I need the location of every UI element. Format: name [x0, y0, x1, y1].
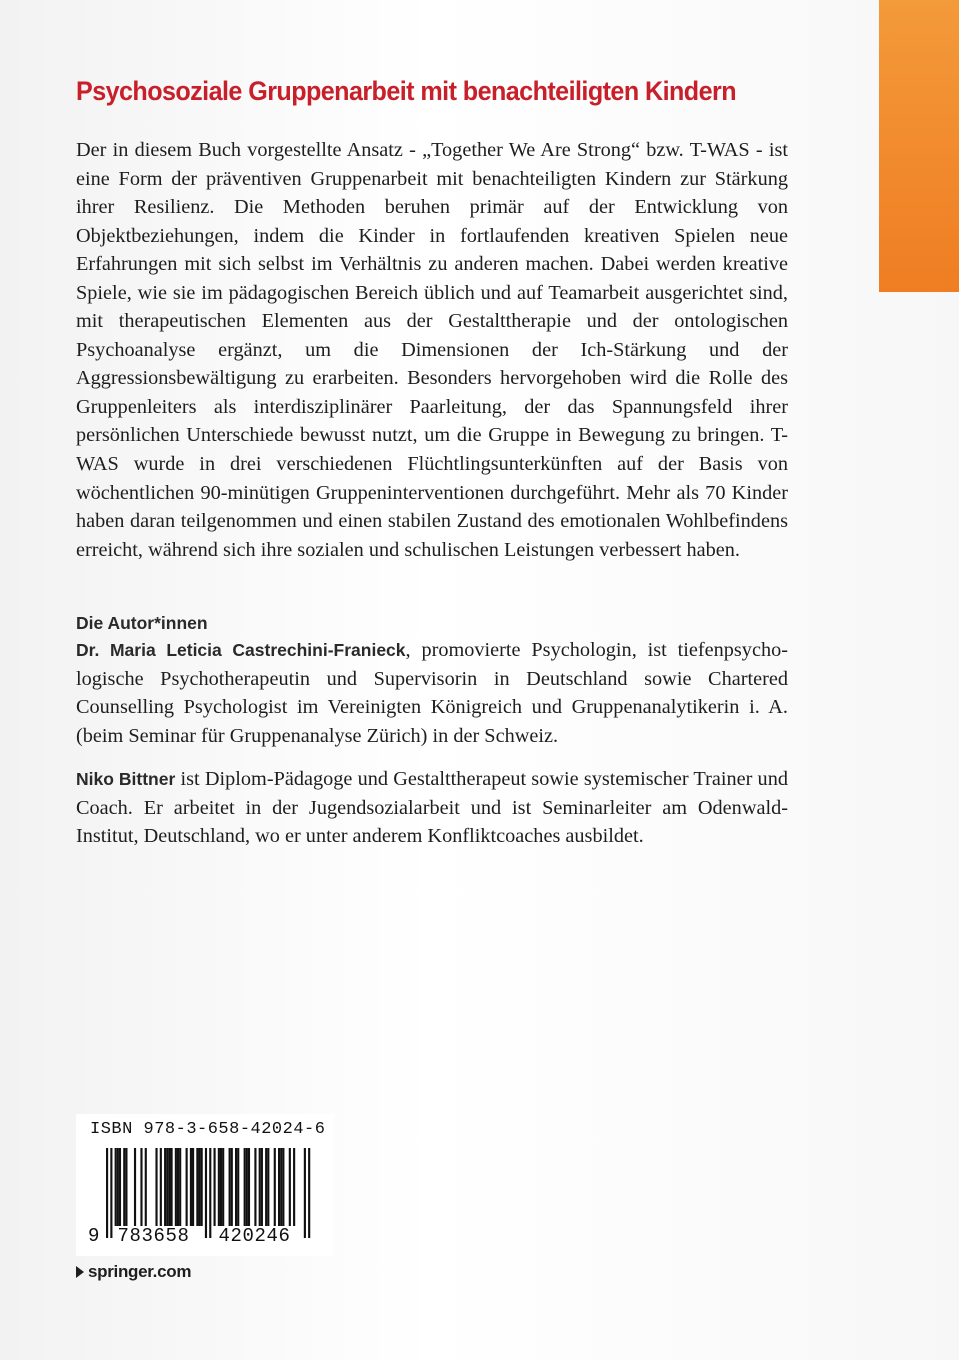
barcode-bar — [166, 1148, 168, 1226]
barcode-bar — [254, 1148, 256, 1226]
barcode-bar — [196, 1148, 198, 1226]
barcode-digits-left: 783658 — [117, 1225, 190, 1247]
barcode-bar — [244, 1148, 246, 1226]
barcode-bar — [125, 1148, 127, 1226]
barcode-bar — [134, 1148, 136, 1226]
author-2-bio-paragraph — [76, 765, 788, 851]
barcode-digits-right: 420246 — [218, 1225, 291, 1247]
barcode-bar — [168, 1148, 170, 1226]
isbn-barcode — [76, 1114, 334, 1256]
isbn-label: ISBN 978-3-658-42024-6 — [90, 1120, 326, 1139]
barcode-bar — [155, 1148, 157, 1226]
orange-accent-bar — [879, 0, 959, 292]
springer-website-link[interactable]: springer.com — [88, 1262, 192, 1281]
author-1-bio-paragraph — [76, 636, 788, 750]
barcode-bar — [201, 1148, 203, 1226]
barcode-bar — [278, 1148, 280, 1226]
barcode-bar — [235, 1148, 237, 1226]
barcode-bar — [274, 1148, 276, 1226]
barcode-bar — [123, 1148, 125, 1226]
barcode-bar — [289, 1148, 291, 1226]
barcode-bar — [160, 1148, 162, 1226]
barcode-bar — [164, 1148, 166, 1226]
barcode-bar — [222, 1148, 224, 1226]
barcode-bar — [117, 1148, 119, 1226]
author-2-bio: ist Diplom-Pädagoge und Gestalttherapeut sowie systemischer Trainer und Coach. Er arbeitet in der Jugendsozialarbeit und ist Seminarleiter am Odenwald-Institut, Deutschland, wo er unter anderem Konfliktcoaches ausbildet. — [76, 768, 788, 848]
barcode-bar — [304, 1148, 306, 1238]
publisher-link-row — [76, 1262, 191, 1282]
barcode-bar — [119, 1148, 121, 1226]
barcode-bar — [261, 1148, 263, 1226]
barcode-bar — [220, 1148, 222, 1226]
barcode-bar — [259, 1148, 261, 1226]
barcode-digit-first: 9 — [88, 1225, 100, 1247]
barcode-bar — [214, 1148, 216, 1226]
barcode-bar — [308, 1148, 310, 1238]
barcode-bar — [186, 1148, 188, 1226]
barcode-bar — [293, 1148, 295, 1226]
barcode-bar — [198, 1148, 200, 1226]
barcode-bar — [145, 1148, 147, 1226]
book-description: Der in diesem Buch vorgestellte Ansatz - „Together We Are Strong“ bzw. T-WAS - ist eine Form der präventiven Gruppenarbeit mit benachteiligten Kindern zur Stärkung ihrer Resilienz. Die Methoden beruhen primär auf der Entwicklung von Objektbeziehungen, indem die Kinder in fortlaufenden kreativen Spielen neue Erfahrungen mit sich selbst im Verhältnis zu anderen machen. Dabei werden kreative Spiele, wie sie im pädagogischen Bereich üblich und auf Teamarbeit ausgerichtet sind, mit therapeutischen Elementen aus der Gestalttherapie und der ontologischen Psychoanalyse ergänzt, um die Dimensionen der Ich-Stärkung und der Aggressionsbewältigung zu erarbeiten. Besonders hervorgehoben wird die Rolle des Gruppenleiters als interdisziplinärer Paarleitung, der das Spannungsfeld ihrer persönlichen Unterschiede bewusst nutzt, um die Gruppe in Bewegung zu bringen. T-WAS wurde in drei verschiedenen Flüchtlingsunterkünften auf der Basis von wöchentlichen 90-minütigen Gruppeninterventionen durchgeführt. Mehr als 70 Kinder haben daran teilgenommen und einen stabilen Zustand des emotionalen Wohlbefindens erreicht, während sich ihre sozialen und schulischen Leistungen verbessert haben. — [76, 139, 788, 561]
barcode-bar — [218, 1148, 220, 1226]
barcode-bar — [140, 1148, 142, 1226]
barcode-bar — [248, 1148, 250, 1226]
barcode-bar — [246, 1148, 248, 1226]
barcode-bar — [177, 1148, 179, 1226]
arrow-right-icon — [76, 1266, 84, 1278]
barcode-bar — [267, 1148, 269, 1226]
barcode-bar — [280, 1148, 282, 1226]
barcode-bar — [190, 1148, 192, 1226]
author-2-name: Niko Bittner — [76, 769, 176, 789]
barcode-bar — [282, 1148, 284, 1226]
barcode-bar — [192, 1148, 194, 1226]
barcode-bar — [265, 1148, 267, 1226]
barcode-bar — [175, 1148, 177, 1226]
book-title: Psychosoziale Gruppenarbeit mit benachteiligten Kindern — [76, 76, 736, 106]
barcode-bar — [171, 1148, 173, 1226]
barcode-bar — [231, 1148, 233, 1226]
barcode-bar — [115, 1148, 117, 1226]
authors-heading: Die Autor*innen — [76, 613, 208, 633]
author-1-bio: , promovierte Psychologin, ist tiefenpsychologische Psychotherapeutin und Supervisorin in Deutschland sowie Chartered Counselling Psychologist im Vereinigten Königreich und Gruppenanalytikerin i. A. (beim Seminar für Gruppenanalyse Zürich) in der Schweiz. — [76, 639, 788, 747]
author-1-name: Dr. Maria Leticia Castrechini-Franieck — [76, 640, 406, 660]
barcode-bar — [205, 1148, 207, 1238]
barcode-bar — [237, 1148, 239, 1226]
barcode-bar — [229, 1148, 231, 1226]
barcode-bar — [179, 1148, 181, 1226]
